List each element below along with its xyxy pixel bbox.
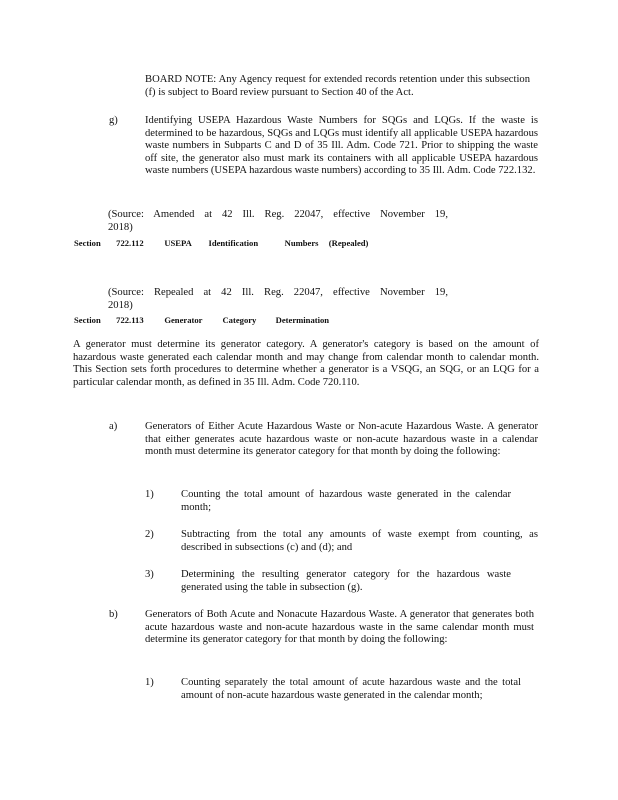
item-g-label: g) [109, 115, 118, 126]
item-a-step-label: 1) [145, 489, 154, 500]
board-note: BOARD NOTE: Any Agency request for extended records retention under this subsection (f) is subject to Board review pursuant to Section 40 of the Act. [145, 74, 530, 98]
section-title-word: Identification [208, 238, 259, 248]
item-b-step-text: Counting separately the total amount of acute hazardous waste and the total amount of non-acute hazardous waste generated in the calendar month; [181, 677, 521, 701]
item-a-label: a) [109, 421, 118, 432]
item-b-label: b) [109, 609, 118, 620]
item-a-step-label: 3) [145, 569, 154, 580]
section-722-112-heading [74, 237, 368, 250]
source-note-1: (Source: Amended at 42 Ill. Reg. 22047, effective November 19, 2018) [108, 209, 448, 233]
section-title-word: Generator [164, 315, 203, 325]
section-title-word: Determination [275, 315, 330, 325]
item-a-step-label: 2) [145, 529, 154, 540]
section-title-word: (Repealed) [328, 238, 369, 248]
section-number: 722.112 [116, 238, 144, 248]
item-b-text: Generators of Both Acute and Nonacute Hazardous Waste. A generator that generates both acute hazardous waste and non-acute hazardous waste in the same calendar month must determine its generator category for that month by doing the following: [145, 609, 534, 646]
section-intro-paragraph: A generator must determine its generator category. A generator's category is based on the amount of hazardous waste generated each calendar month and may change from calendar month to calendar month. This Section sets forth procedures to determine whether a generator is a VSQG, an SQG, or an LQG for a particular calendar month, as defined in 35 Ill. Adm. Code 720.110. [73, 339, 539, 388]
item-a-step-text: Counting the total amount of hazardous waste generated in the calendar month; [181, 489, 511, 513]
section-title-word: Category [222, 315, 257, 325]
item-a-text: Generators of Either Acute Hazardous Waste or Non-acute Hazardous Waste. A generator that either generates acute hazardous waste or non-acute hazardous waste in a calendar month must determine its generator category for that month by doing the following: [145, 421, 538, 458]
source-note-2: (Source: Repealed at 42 Ill. Reg. 22047, effective November 19, 2018) [108, 287, 448, 311]
section-722-113-heading [74, 314, 329, 327]
section-word: Section [74, 315, 101, 325]
item-a-step-text: Subtracting from the total any amounts of waste exempt from counting, as described in subsections (c) and (d); and [181, 529, 538, 553]
section-word: Section [74, 238, 101, 248]
section-title-word: USEPA [164, 238, 192, 248]
item-b-step-label: 1) [145, 677, 154, 688]
section-number: 722.113 [116, 315, 144, 325]
item-a-step-text: Determining the resulting generator category for the hazardous waste generated using the table in subsection (g). [181, 569, 511, 593]
item-g-text: Identifying USEPA Hazardous Waste Numbers for SQGs and LQGs. If the waste is determined to be hazardous, SQGs and LQGs must identify all applicable USEPA hazardous waste numbers in Subparts C and D of 35 Ill. Adm. Code 721. Prior to shipping the waste off site, the generator also must mark its containers with all applicable USEPA hazardous waste numbers (USEPA hazardous waste numbers) according to 35 Ill. Adm. Code 722.132. [145, 115, 538, 177]
section-title-word: Numbers [284, 238, 319, 248]
